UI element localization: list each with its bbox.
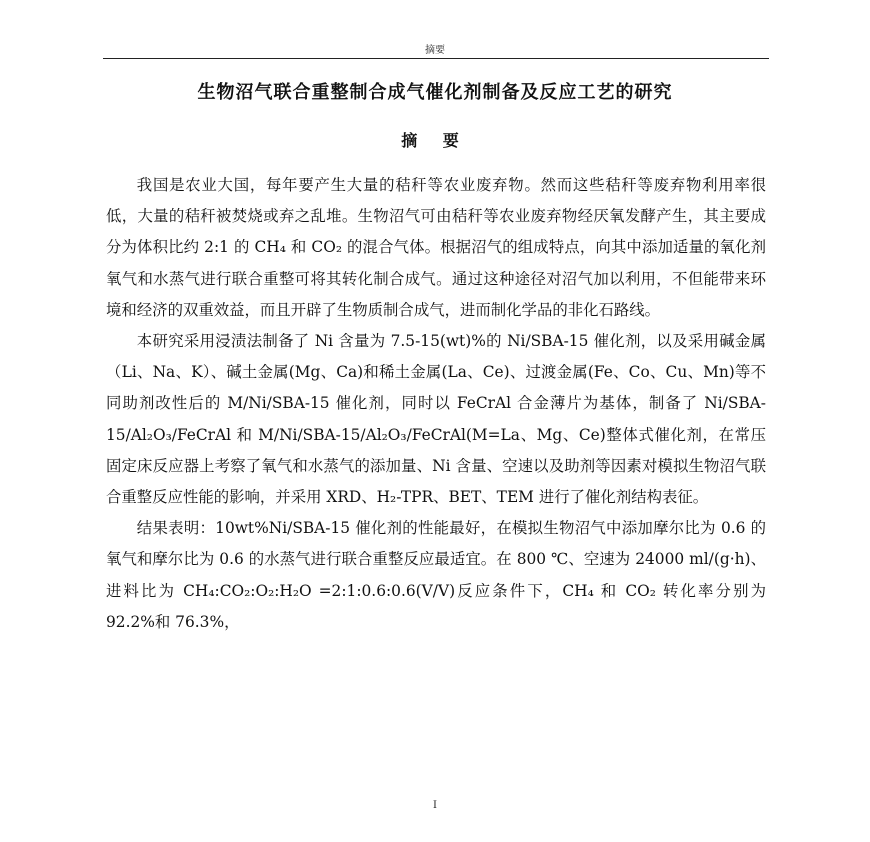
thesis-title: 生物沼气联合重整制合成气催化剂制备及反应工艺的研究 [197,82,673,103]
paragraph: 结果表明：10wt%Ni/SBA-15 催化剂的性能最好，在模拟生物沼气中添加摩尔比为 0.6 的氧气和摩尔比为 0.6 的水蒸气进行联合重整反应最适宜。在 800 ℃、空速为 24000 ml/(g·h)、进料比为 CH₄:CO₂:O₂:H₂O =2:1:0.6:0.6(V/V)反应条件下，CH₄ 和 CO₂ 转化率分别为 92.2%和 76.3%， [106,519,767,631]
page-number: I [433,800,437,811]
abstract-heading: 摘 要 [401,131,469,150]
running-header: 摘要 [425,45,445,56]
paragraph: 我国是农业大国，每年要产生大量的秸秆等农业废弃物。然而这些秸秆等废弃物利用率很低，大量的秸秆被焚烧或弃之乱堆。生物沼气可由秸秆等农业废弃物经厌氧发酵产生，其主要成分为体积比约 2:1 的 CH₄ 和 CO₂ 的混合气体。根据沼气的组成特点，向其中添加适量的氧化剂氧气和水蒸气进行联合重整可将其转化制合成气。通过这种途径对沼气加以利用，不但能带来环境和经济的双重效益，而且开辟了生物质制合成气，进而制化学品的非化石路线。 [106,176,766,319]
header-rule [103,58,769,59]
paragraph: 本研究采用浸渍法制备了 Ni 含量为 7.5-15(wt)%的 Ni/SBA-15 催化剂，以及采用碱金属（Li、Na、K）、碱土金属(Mg、Ca)和稀土金属(La、Ce)、过渡金属(Fe、Co、Cu、Mn)等不同助剂改性后的 M/Ni/SBA-15 催化剂，同时以 FeCrAl 合金薄片为基体，制备了 Ni/SBA-15/Al₂O₃/FeCrAl 和 M/Ni/SBA-15/Al₂O₃/FeCrAl(M=La、Mg、Ce)整体式催化剂，在常压固定床反应器上考察了氧气和水蒸气的添加量、Ni 含量、空速以及助剂等因素对模拟生物沼气联合重整反应性能的影响，并采用 XRD、H₂-TPR、BET、TEM 进行了催化剂结构表征。 [106,332,766,507]
abstract-body [106,170,766,638]
